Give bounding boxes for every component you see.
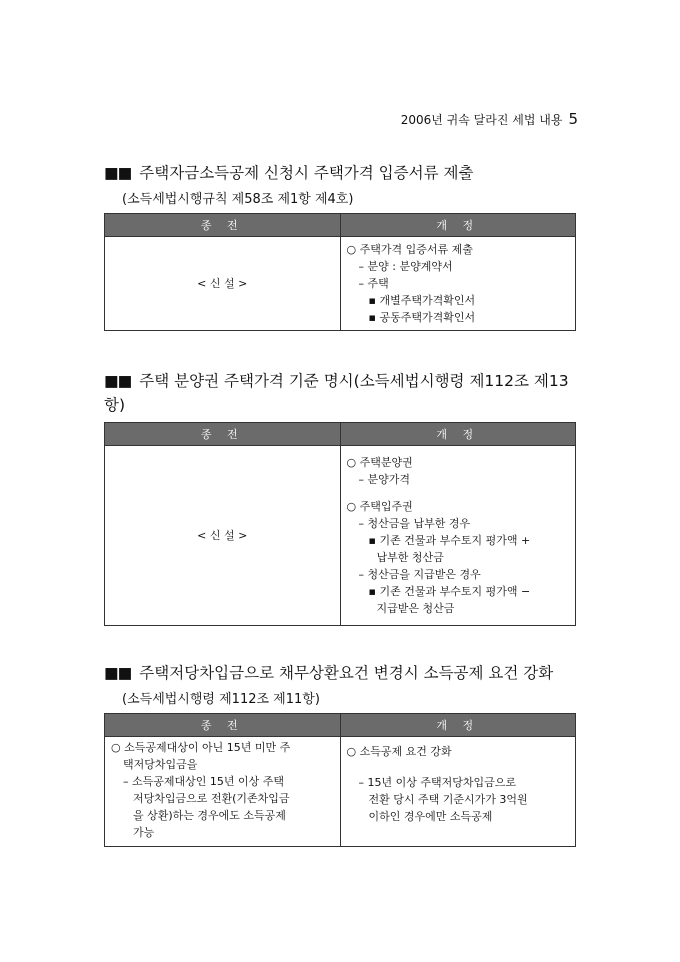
before-line: – 소득공제대상인 15년 이상 주택 bbox=[123, 775, 284, 788]
col-before-header: 종 전 bbox=[105, 714, 341, 737]
square-bullet-icon: ■■ bbox=[104, 372, 132, 390]
after-line: – 청산금을 납부한 경우 bbox=[358, 517, 471, 530]
after-line: 지급받은 청산금 bbox=[376, 602, 455, 615]
before-line: 가능 bbox=[133, 826, 155, 839]
header-text: 2006년 귀속 달라진 세법 내용 bbox=[400, 113, 563, 127]
comparison-table bbox=[104, 213, 576, 331]
after-line: ○ 소득공제 요건 강화 bbox=[346, 745, 452, 758]
running-header bbox=[401, 110, 578, 128]
after-line: – 주택 bbox=[358, 277, 389, 290]
after-cell bbox=[340, 237, 576, 331]
after-cell bbox=[340, 446, 576, 626]
before-cell: < 신 설 > bbox=[105, 446, 341, 626]
section-housing-proof bbox=[104, 160, 576, 331]
comparison-table bbox=[104, 422, 576, 626]
after-line: – 15년 이상 주택저당차입금으로 bbox=[358, 776, 516, 789]
section-title: 주택 분양권 주택가격 기준 명시(소득세법시행령 제112조 제13 bbox=[139, 372, 569, 390]
after-line: ▪ 기존 건물과 부수토지 평가액 − bbox=[368, 585, 531, 598]
section-subtitle: (소득세법시행령 제112조 제11항) bbox=[122, 692, 320, 707]
comparison-table bbox=[104, 713, 576, 847]
after-line: ○ 주택입주권 bbox=[346, 500, 413, 513]
after-line: 전환 당시 주택 기준시가가 3억원 bbox=[368, 793, 528, 806]
section-subtitle: (소득세법시행규칙 제58조 제1항 제4호) bbox=[122, 192, 354, 207]
col-after-header: 개 정 bbox=[340, 214, 576, 237]
after-cell bbox=[340, 737, 576, 847]
after-line: – 청산금을 지급받은 경우 bbox=[358, 568, 481, 581]
after-line: ▪ 기존 건물과 부수토지 평가액 + bbox=[368, 534, 531, 547]
square-bullet-icon: ■■ bbox=[104, 664, 132, 682]
col-after-header: 개 정 bbox=[340, 714, 576, 737]
after-line: ○ 주택가격 입증서류 제출 bbox=[346, 243, 473, 256]
after-line: ▪ 개별주택가격확인서 bbox=[368, 294, 476, 307]
section-presale-right bbox=[104, 368, 576, 626]
page-number: 5 bbox=[568, 110, 578, 128]
before-line: 을 상환)하는 경우에도 소득공제 bbox=[133, 809, 286, 822]
after-line: ▪ 공동주택가격확인서 bbox=[368, 311, 476, 324]
section-title: 주택자금소득공제 신청시 주택가격 입증서류 제출 bbox=[139, 164, 474, 182]
before-line: 저당차입금으로 전환(기존차입금 bbox=[133, 792, 290, 805]
section-title-cont: 항) bbox=[104, 396, 126, 414]
before-cell: < 신 설 > bbox=[105, 237, 341, 331]
before-line: ○ 소득공제대상이 아닌 15년 미만 주 bbox=[111, 741, 291, 754]
before-cell bbox=[105, 737, 341, 847]
section-mortgage bbox=[104, 660, 576, 847]
after-line: 이하인 경우에만 소득공제 bbox=[368, 810, 493, 823]
after-line: – 분양 : 분양계약서 bbox=[358, 260, 453, 273]
section-heading bbox=[104, 160, 576, 186]
after-line: – 분양가격 bbox=[358, 473, 411, 486]
section-heading bbox=[104, 368, 576, 394]
col-before-header: 종 전 bbox=[105, 214, 341, 237]
before-line: 택저당차입금을 bbox=[123, 758, 198, 771]
after-line: 납부한 청산금 bbox=[376, 551, 444, 564]
after-line: ○ 주택분양권 bbox=[346, 456, 413, 469]
col-after-header: 개 정 bbox=[340, 423, 576, 446]
section-heading bbox=[104, 660, 576, 686]
section-title: 주택저당차입금으로 채무상환요건 변경시 소득공제 요건 강화 bbox=[139, 664, 554, 682]
col-before-header: 종 전 bbox=[105, 423, 341, 446]
square-bullet-icon: ■■ bbox=[104, 164, 132, 182]
